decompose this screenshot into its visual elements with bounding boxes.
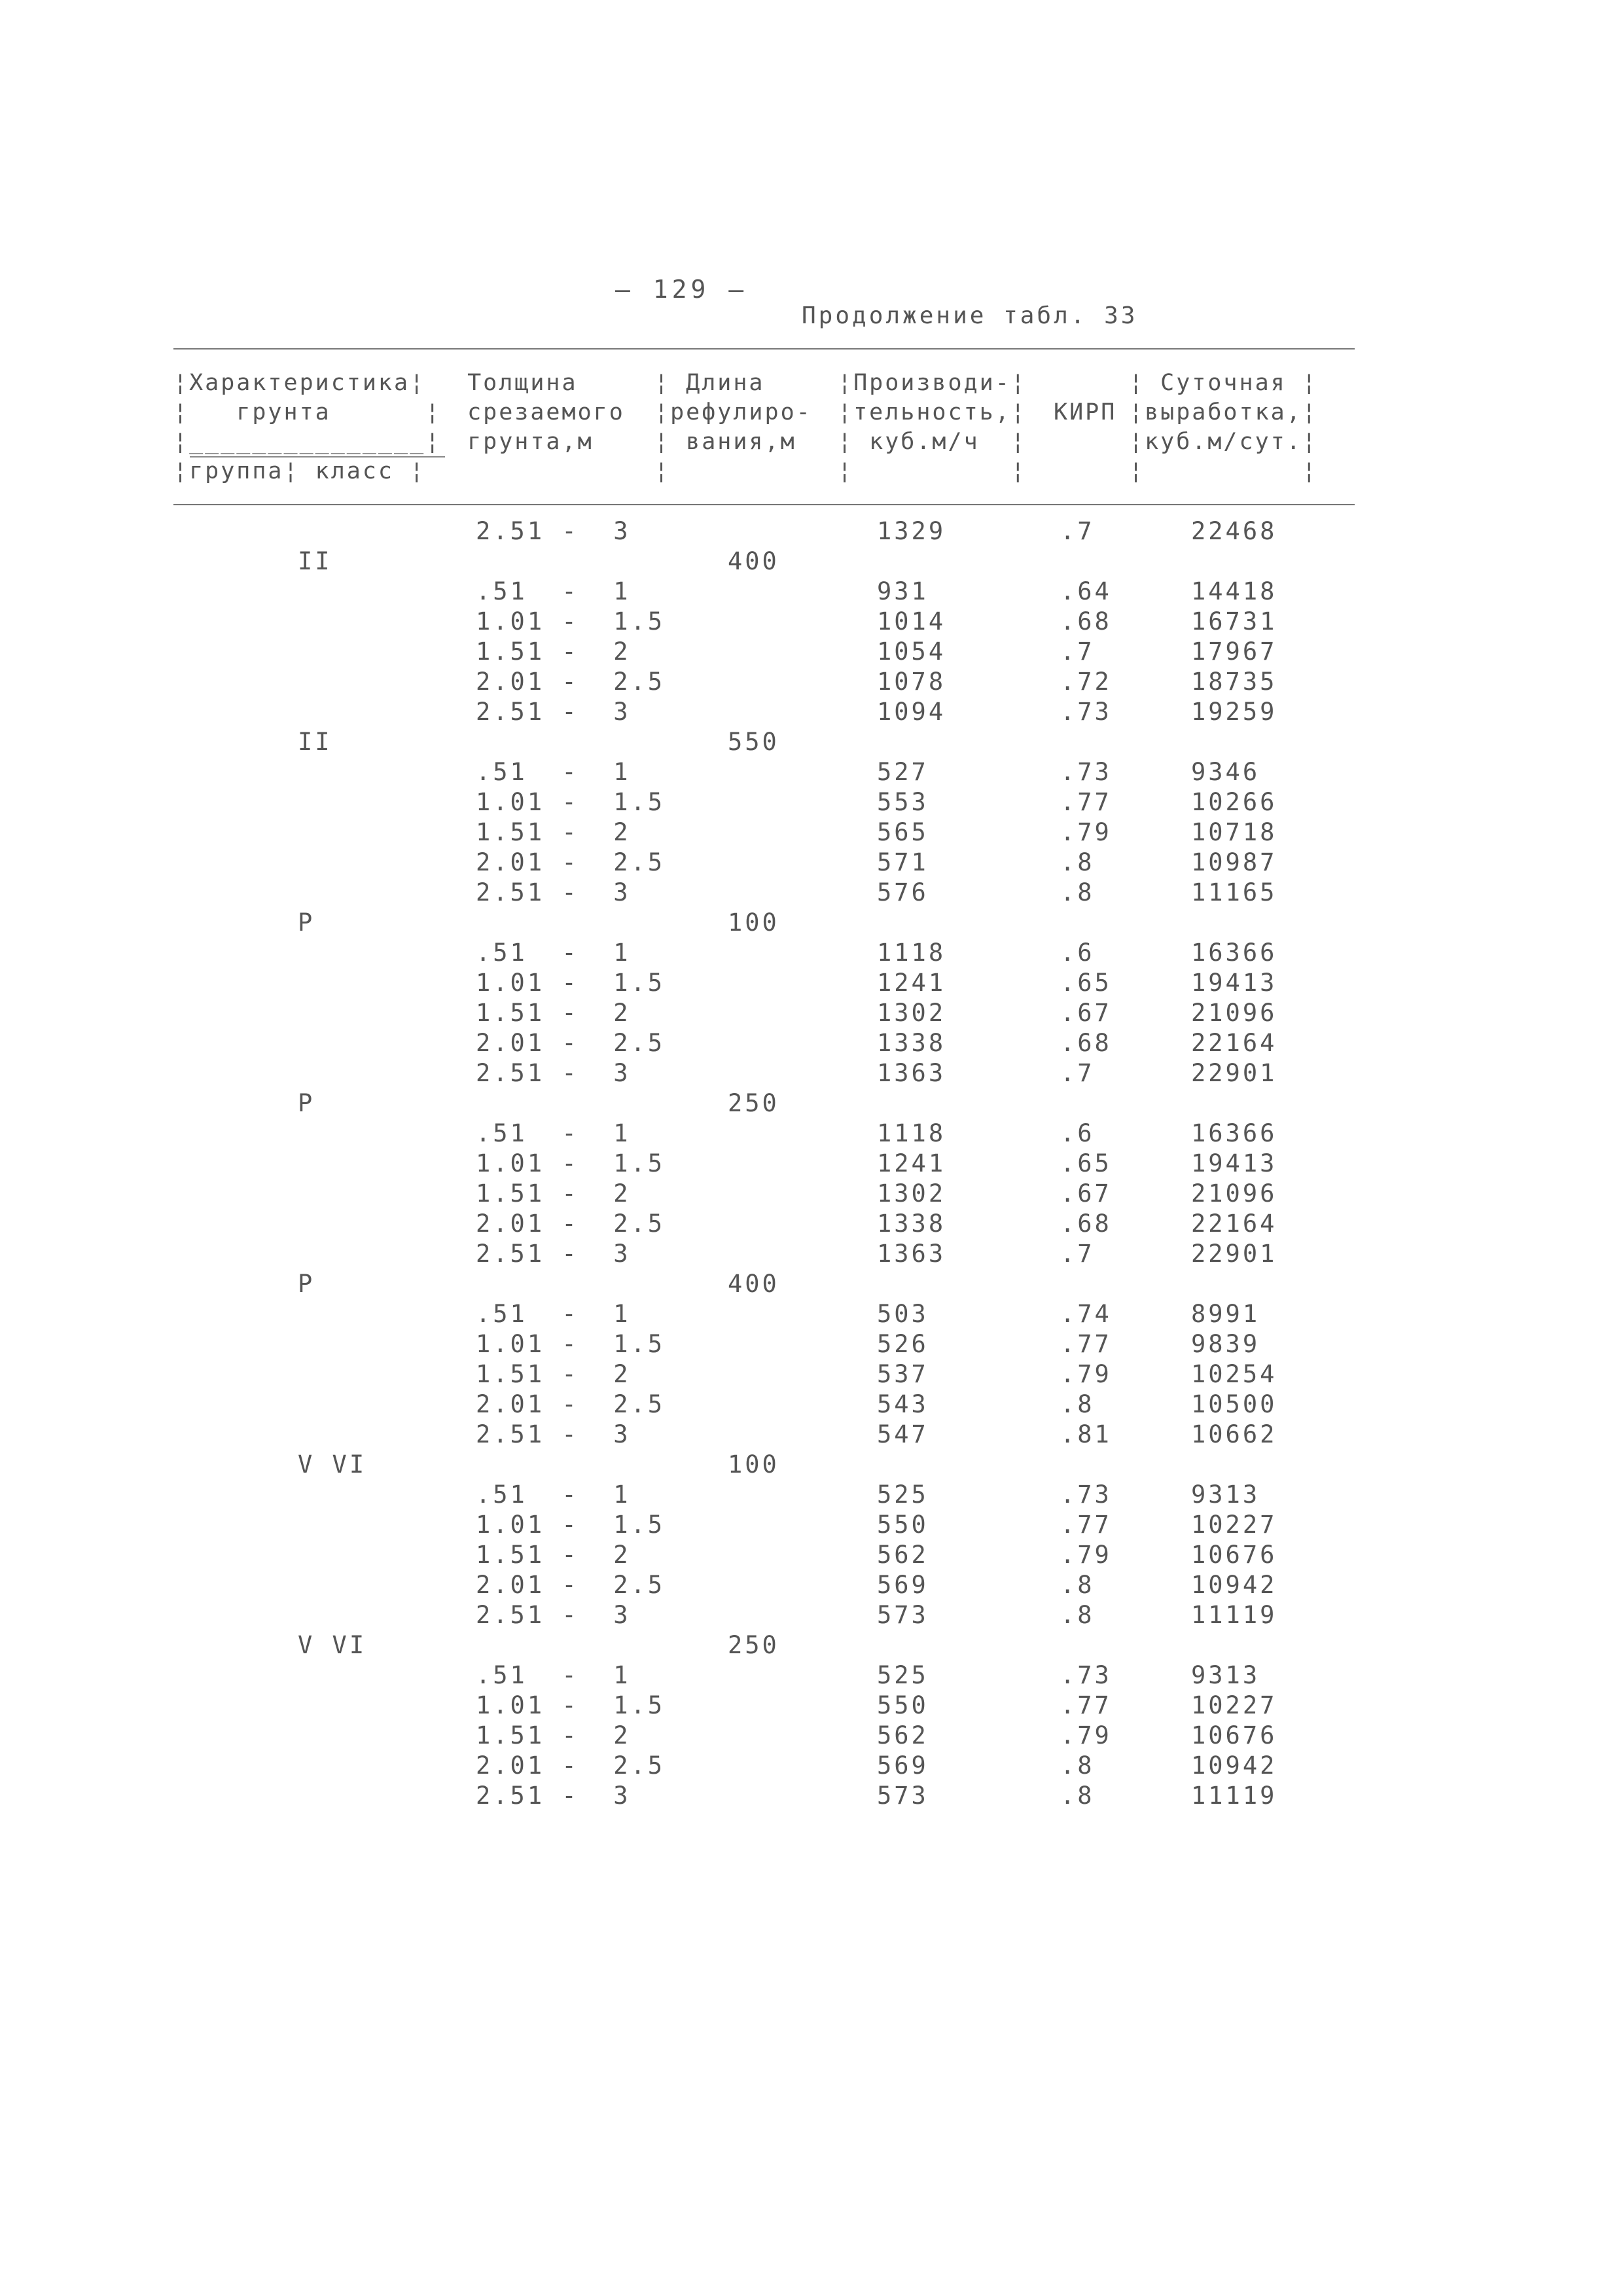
cell-daily-output: 14418	[1191, 577, 1277, 605]
table-row	[0, 1782, 1623, 1812]
header-soil-characteristic: ¦Характеристика¦ ¦ грунта ¦ ¦_______________¦ ¦группа¦ класс ¦	[173, 370, 442, 484]
cell-daily-output: 22164	[1191, 1029, 1277, 1057]
cell-productivity: 1338	[877, 1210, 946, 1238]
cell-thickness: 2.51 - 3	[476, 517, 631, 545]
cell-thickness: .51 - 1	[476, 1119, 631, 1147]
table-row	[0, 1631, 1623, 1661]
cell-kirp: .68	[1060, 607, 1112, 636]
table-row	[0, 1059, 1623, 1089]
table-row	[0, 908, 1623, 939]
cell-daily-output: 18735	[1191, 668, 1277, 696]
header-kirp: КИРП	[1054, 399, 1117, 425]
table-body	[0, 517, 1623, 1812]
cell-daily-output: 10500	[1191, 1390, 1277, 1418]
header-refulling-length: ¦ Длина ¦рефулиро- ¦ вания,м ¦	[654, 370, 812, 484]
cell-length: 400	[728, 547, 779, 575]
table-row	[0, 607, 1623, 637]
table-row	[0, 1270, 1623, 1300]
cell-productivity: 1302	[877, 999, 946, 1027]
cell-kirp: .73	[1060, 698, 1112, 726]
cell-productivity: 1118	[877, 939, 946, 967]
cell-daily-output: 10718	[1191, 818, 1277, 846]
cell-daily-output: 22164	[1191, 1210, 1277, 1238]
cell-daily-output: 10266	[1191, 788, 1277, 816]
cell-kirp: .7	[1060, 1240, 1095, 1268]
cell-productivity: 537	[877, 1360, 929, 1388]
cell-thickness: 2.01 - 2.5	[476, 848, 666, 876]
cell-thickness: 1.01 - 1.5	[476, 1691, 666, 1719]
cell-kirp: .79	[1060, 1360, 1112, 1388]
cell-length: 100	[728, 908, 779, 937]
cell-kirp: .73	[1060, 1661, 1112, 1689]
cell-thickness: 2.01 - 2.5	[476, 1390, 666, 1418]
table-row	[0, 1480, 1623, 1511]
cell-productivity: 1078	[877, 668, 946, 696]
table-row	[0, 1330, 1623, 1360]
cell-productivity: 527	[877, 758, 929, 786]
cell-productivity: 1241	[877, 1149, 946, 1177]
cell-kirp: .8	[1060, 878, 1095, 906]
cell-kirp: .64	[1060, 577, 1112, 605]
header-group-underline	[190, 456, 445, 457]
cell-thickness: .51 - 1	[476, 1300, 631, 1328]
cell-kirp: .68	[1060, 1029, 1112, 1057]
cell-daily-output: 10942	[1191, 1571, 1277, 1599]
cell-thickness: 2.51 - 3	[476, 1059, 631, 1087]
cell-daily-output: 9313	[1191, 1661, 1260, 1689]
cell-thickness: 2.51 - 3	[476, 1782, 631, 1810]
table-row	[0, 878, 1623, 908]
cell-thickness: .51 - 1	[476, 577, 631, 605]
cell-thickness: 1.01 - 1.5	[476, 1149, 666, 1177]
cell-thickness: 1.51 - 2	[476, 637, 631, 666]
cell-thickness: 2.51 - 3	[476, 1420, 631, 1448]
table-row	[0, 1751, 1623, 1782]
cell-productivity: 1302	[877, 1179, 946, 1208]
cell-daily-output: 10662	[1191, 1420, 1277, 1448]
cell-group: V VI	[298, 1450, 367, 1479]
cell-productivity: 562	[877, 1721, 929, 1749]
cell-thickness: 1.01 - 1.5	[476, 788, 666, 816]
cell-thickness: 2.51 - 3	[476, 1601, 631, 1629]
cell-kirp: .65	[1060, 1149, 1112, 1177]
cell-kirp: .73	[1060, 1480, 1112, 1509]
cell-daily-output: 19413	[1191, 1149, 1277, 1177]
table-row	[0, 1511, 1623, 1541]
cell-productivity: 1094	[877, 698, 946, 726]
cell-kirp: .72	[1060, 668, 1112, 696]
cell-daily-output: 9346	[1191, 758, 1260, 786]
table-row	[0, 1601, 1623, 1631]
cell-productivity: 573	[877, 1601, 929, 1629]
cell-thickness: 2.51 - 3	[476, 1240, 631, 1268]
cell-productivity: 1054	[877, 637, 946, 666]
cell-length: 550	[728, 728, 779, 756]
table-row	[0, 1661, 1623, 1691]
table-row	[0, 577, 1623, 607]
cell-thickness: 1.51 - 2	[476, 1179, 631, 1208]
table-row	[0, 517, 1623, 547]
cell-productivity: 553	[877, 788, 929, 816]
cell-daily-output: 11165	[1191, 878, 1277, 906]
cell-productivity: 562	[877, 1541, 929, 1569]
cell-daily-output: 10987	[1191, 848, 1277, 876]
cell-productivity: 525	[877, 1661, 929, 1689]
cell-daily-output: 10676	[1191, 1721, 1277, 1749]
cell-thickness: 1.51 - 2	[476, 1360, 631, 1388]
cell-kirp: .77	[1060, 788, 1112, 816]
table-row	[0, 758, 1623, 788]
table-row	[0, 1450, 1623, 1480]
cell-thickness: 1.51 - 2	[476, 818, 631, 846]
table-row	[0, 637, 1623, 668]
cell-kirp: .67	[1060, 999, 1112, 1027]
table-row	[0, 1210, 1623, 1240]
cell-group: II	[298, 547, 332, 575]
cell-productivity: 525	[877, 1480, 929, 1509]
cell-kirp: .6	[1060, 939, 1095, 967]
cell-thickness: .51 - 1	[476, 1480, 631, 1509]
cell-daily-output: 21096	[1191, 1179, 1277, 1208]
cell-kirp: .79	[1060, 818, 1112, 846]
table-row	[0, 969, 1623, 999]
cell-thickness: 1.01 - 1.5	[476, 969, 666, 997]
header-cut-thickness: Толщина срезаемого грунта,м	[467, 370, 625, 455]
cell-productivity: 550	[877, 1511, 929, 1539]
cell-productivity: 1014	[877, 607, 946, 636]
cell-daily-output: 22468	[1191, 517, 1277, 545]
cell-thickness: 2.01 - 2.5	[476, 1751, 666, 1780]
cell-productivity: 571	[877, 848, 929, 876]
table-row	[0, 728, 1623, 758]
table-row	[0, 1179, 1623, 1210]
table-row	[0, 1541, 1623, 1571]
cell-thickness: .51 - 1	[476, 758, 631, 786]
cell-productivity: 569	[877, 1751, 929, 1780]
cell-daily-output: 11119	[1191, 1601, 1277, 1629]
cell-productivity: 576	[877, 878, 929, 906]
cell-thickness: 2.51 - 3	[476, 878, 631, 906]
table-row	[0, 1149, 1623, 1179]
cell-thickness: 2.01 - 2.5	[476, 1029, 666, 1057]
cell-thickness: 1.51 - 2	[476, 1541, 631, 1569]
cell-kirp: .8	[1060, 1601, 1095, 1629]
page-number: – 129 –	[615, 275, 748, 304]
cell-kirp: .8	[1060, 1751, 1095, 1780]
table-row	[0, 547, 1623, 577]
cell-kirp: .79	[1060, 1541, 1112, 1569]
cell-thickness: .51 - 1	[476, 1661, 631, 1689]
cell-length: 400	[728, 1270, 779, 1298]
cell-daily-output: 10227	[1191, 1691, 1277, 1719]
table-row	[0, 668, 1623, 698]
cell-productivity: 931	[877, 577, 929, 605]
cell-length: 250	[728, 1089, 779, 1117]
cell-thickness: 1.01 - 1.5	[476, 1511, 666, 1539]
cell-thickness: 2.51 - 3	[476, 698, 631, 726]
cell-daily-output: 16366	[1191, 1119, 1277, 1147]
cell-group: P	[298, 908, 315, 937]
table-row	[0, 1691, 1623, 1721]
cell-kirp: .73	[1060, 758, 1112, 786]
cell-group: P	[298, 1089, 315, 1117]
table-row	[0, 788, 1623, 818]
table-row	[0, 1089, 1623, 1119]
cell-daily-output: 10676	[1191, 1541, 1277, 1569]
table-row	[0, 698, 1623, 728]
cell-daily-output: 8991	[1191, 1300, 1260, 1328]
table-row	[0, 1390, 1623, 1420]
cell-daily-output: 22901	[1191, 1240, 1277, 1268]
cell-productivity: 1338	[877, 1029, 946, 1057]
cell-productivity: 1363	[877, 1240, 946, 1268]
table-continuation-label: Продолжение табл. 33	[802, 302, 1138, 329]
cell-length: 250	[728, 1631, 779, 1659]
cell-daily-output: 17967	[1191, 637, 1277, 666]
cell-productivity: 547	[877, 1420, 929, 1448]
table-row	[0, 999, 1623, 1029]
cell-kirp: .7	[1060, 517, 1095, 545]
cell-productivity: 543	[877, 1390, 929, 1418]
cell-productivity: 1118	[877, 1119, 946, 1147]
cell-productivity: 1363	[877, 1059, 946, 1087]
cell-daily-output: 10227	[1191, 1511, 1277, 1539]
header-daily-output: ¦ Суточная ¦ ¦выработка,¦ ¦куб.м/сут.¦ ¦ ¦	[1129, 370, 1318, 484]
cell-length: 100	[728, 1450, 779, 1479]
table-row	[0, 1360, 1623, 1390]
cell-kirp: .74	[1060, 1300, 1112, 1328]
cell-daily-output: 21096	[1191, 999, 1277, 1027]
table-row	[0, 1571, 1623, 1601]
table-row	[0, 939, 1623, 969]
cell-daily-output: 16366	[1191, 939, 1277, 967]
table-row	[0, 818, 1623, 848]
cell-kirp: .77	[1060, 1691, 1112, 1719]
cell-thickness: .51 - 1	[476, 939, 631, 967]
cell-productivity: 1329	[877, 517, 946, 545]
cell-kirp: .8	[1060, 1390, 1095, 1418]
cell-daily-output: 22901	[1191, 1059, 1277, 1087]
cell-group: V VI	[298, 1631, 367, 1659]
cell-thickness: 2.01 - 2.5	[476, 1210, 666, 1238]
cell-productivity: 503	[877, 1300, 929, 1328]
cell-kirp: .81	[1060, 1420, 1112, 1448]
cell-group: P	[298, 1270, 315, 1298]
table-row	[0, 1300, 1623, 1330]
cell-daily-output: 10254	[1191, 1360, 1277, 1388]
cell-productivity: 565	[877, 818, 929, 846]
cell-thickness: 1.51 - 2	[476, 999, 631, 1027]
cell-kirp: .8	[1060, 1571, 1095, 1599]
table-row	[0, 1119, 1623, 1149]
table-row	[0, 1029, 1623, 1059]
cell-daily-output: 16731	[1191, 607, 1277, 636]
cell-daily-output: 9313	[1191, 1480, 1260, 1509]
table-top-rule	[173, 348, 1355, 350]
cell-kirp: .8	[1060, 1782, 1095, 1810]
cell-kirp: .77	[1060, 1330, 1112, 1358]
cell-productivity: 1241	[877, 969, 946, 997]
header-bottom-rule	[173, 504, 1355, 505]
cell-daily-output: 19413	[1191, 969, 1277, 997]
cell-productivity: 573	[877, 1782, 929, 1810]
cell-productivity: 526	[877, 1330, 929, 1358]
cell-kirp: .79	[1060, 1721, 1112, 1749]
cell-daily-output: 10942	[1191, 1751, 1277, 1780]
table-row	[0, 1420, 1623, 1450]
cell-thickness: 1.01 - 1.5	[476, 607, 666, 636]
cell-thickness: 1.51 - 2	[476, 1721, 631, 1749]
cell-kirp: .65	[1060, 969, 1112, 997]
cell-kirp: .77	[1060, 1511, 1112, 1539]
table-row	[0, 1240, 1623, 1270]
cell-daily-output: 9839	[1191, 1330, 1260, 1358]
cell-productivity: 569	[877, 1571, 929, 1599]
table-row	[0, 1721, 1623, 1751]
header-productivity: ¦Производи-¦ ¦тельность,¦ ¦ куб.м/ч ¦ ¦ ¦	[838, 370, 1027, 484]
cell-daily-output: 11119	[1191, 1782, 1277, 1810]
cell-thickness: 2.01 - 2.5	[476, 1571, 666, 1599]
cell-daily-output: 19259	[1191, 698, 1277, 726]
cell-kirp: .8	[1060, 848, 1095, 876]
cell-kirp: .6	[1060, 1119, 1095, 1147]
table-row	[0, 848, 1623, 878]
cell-kirp: .68	[1060, 1210, 1112, 1238]
cell-productivity: 550	[877, 1691, 929, 1719]
cell-thickness: 2.01 - 2.5	[476, 668, 666, 696]
cell-kirp: .7	[1060, 1059, 1095, 1087]
cell-kirp: .67	[1060, 1179, 1112, 1208]
cell-thickness: 1.01 - 1.5	[476, 1330, 666, 1358]
cell-group: II	[298, 728, 332, 756]
cell-kirp: .7	[1060, 637, 1095, 666]
